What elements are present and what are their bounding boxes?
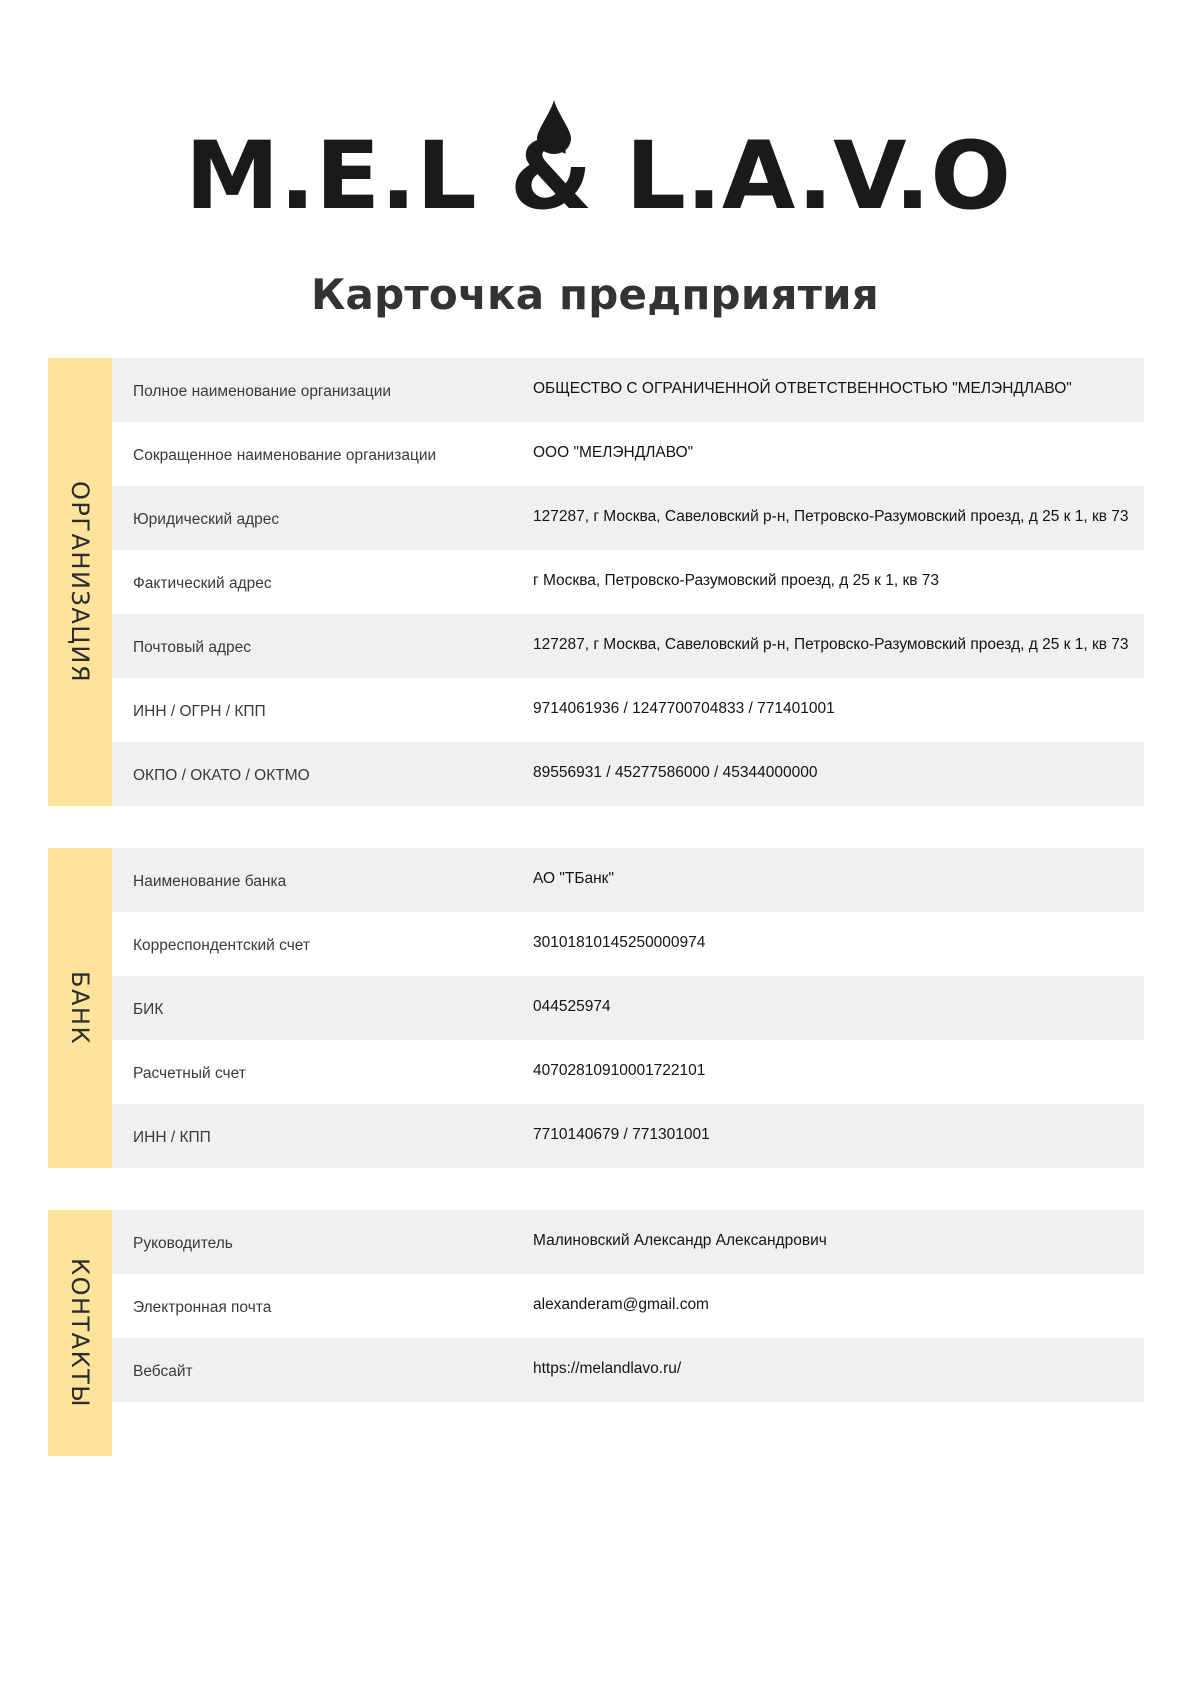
table-row: ИНН / ОГРН / КПП 9714061936 / 1247700704833 / 771401001 [133,700,835,720]
logo-text: M.E.L & L.A.V.O [185,122,1011,215]
table-row: БИК 044525974 [112,976,1144,1040]
table-row: Вебсайт https://melandlavo.ru/ [112,1338,1144,1402]
section-contacts [48,1210,1144,1456]
company-logo [185,100,1011,215]
section-bank [48,848,1144,1168]
section-label-bank: БАНК [48,848,112,1168]
table-row: Фактический адрес г Москва, Петровско-Разумовский проезд, д 25 к 1, кв 73 [133,572,940,592]
page-title: Карточка предприятия [311,270,879,319]
table-row: Руководитель Малиновский Александр Александрович [112,1210,1144,1274]
table-row: Электронная почта alexanderam@gmail.com [133,1296,709,1316]
table-row: Юридический адрес 127287, г Москва, Савеловский р-н, Петровско-Разумовский проезд, д 25 к 1, кв 73 [112,486,1144,550]
bank-rows [112,848,1144,1168]
table-row: Расчетный счет 40702810910001722101 [133,1062,706,1082]
table-row: Полное наименование организации ОБЩЕСТВО С ОГРАНИЧЕННОЙ ОТВЕТСТВЕННОСТЬЮ "МЕЛЭНДЛАВО" [112,358,1144,422]
table-row: Корреспондентский счет 30101810145250000974 [133,934,706,954]
table-row: ИНН / КПП 7710140679 / 771301001 [112,1104,1144,1168]
section-label-contacts: КОНТАКТЫ [48,1210,112,1456]
organization-rows [112,358,1144,806]
section-organization [48,358,1144,806]
section-label-organization: ОРГАНИЗАЦИЯ [48,358,112,806]
table-row: Наименование банка АО "ТБанк" [112,848,1144,912]
table-row: Почтовый адрес 127287, г Москва, Савеловский р-н, Петровско-Разумовский проезд, д 25 к 1, кв 73 [112,614,1144,678]
table-row: Сокращенное наименование организации ООО "МЕЛЭНДЛАВО" [133,444,694,464]
table-row: ОКПО / ОКАТО / ОКТМО 89556931 / 45277586000 / 45344000000 [112,742,1144,806]
contacts-rows [112,1210,1144,1402]
